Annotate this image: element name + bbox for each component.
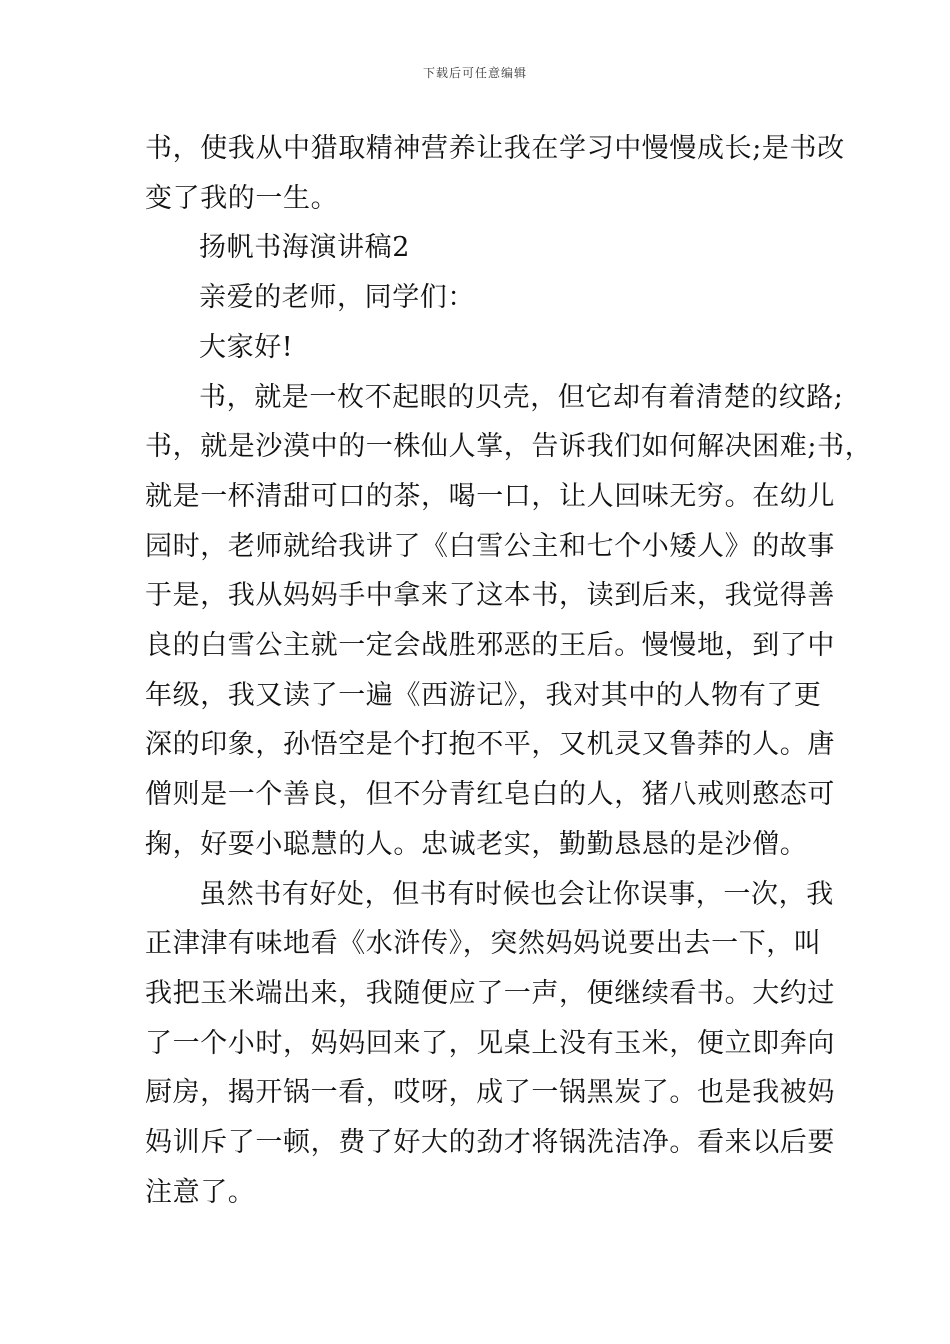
text-line: 年级，我又读了一遍《西游记》，我对其中的人物有了更 bbox=[145, 679, 822, 711]
text-line: 掬，好耍小聪慧的人。忠诚老实，勤勤恳恳的是沙僧。 bbox=[145, 828, 808, 860]
text-line: 妈训斥了一顿，费了好大的劲才将锅洗洁净。看来以后要 bbox=[145, 1127, 835, 1159]
greeting: 大家好! bbox=[199, 331, 294, 363]
text-line: 我把玉米端出来，我随便应了一声，便继续看书。大约过 bbox=[145, 977, 835, 1009]
text-line: 注意了。 bbox=[145, 1176, 256, 1208]
text-line: 于是，我从妈妈手中拿来了这本书，读到后来，我觉得善 bbox=[145, 580, 835, 612]
text-line: 虽然书有好处，但书有时候也会让你误事，一次，我 bbox=[199, 878, 834, 910]
text-line: 僧则是一个善良，但不分青红皂白的人，猪八戒则憨态可 bbox=[145, 779, 835, 811]
text-line: 变了我的一生。 bbox=[145, 182, 339, 214]
text-line: 正津津有味地看《水浒传》，突然妈妈说要出去一下，叫 bbox=[145, 928, 822, 960]
document-body bbox=[145, 124, 873, 1217]
text-line: 厨房，揭开锅一看，哎呀，成了一锅黑炭了。也是我被妈 bbox=[145, 1077, 835, 1109]
text-line: 书，使我从中猎取精神营养让我在学习中慢慢成长;是书改 bbox=[145, 133, 845, 164]
speech-title: 扬帆书海演讲稿2 bbox=[199, 232, 410, 264]
text-line: 园时，老师就给我讲了《白雪公主和七个小矮人》的故事 bbox=[145, 530, 835, 562]
text-line: 深的印象，孙悟空是个打抱不平，又机灵又鲁莽的人。唐 bbox=[145, 729, 835, 761]
text-line: 了一个小时，妈妈回来了，见桌上没有玉米，便立即奔向 bbox=[145, 1027, 835, 1059]
text-line: 就是一杯清甜可口的茶，喝一口，让人回味无穷。在幼儿 bbox=[145, 480, 835, 512]
text-line: 书，就是沙漠中的一株仙人掌，告诉我们如何解决困难;书， bbox=[145, 431, 873, 463]
salutation: 亲爱的老师，同学们： bbox=[199, 282, 475, 314]
text-line: 书，就是一枚不起眼的贝壳，但它却有着清楚的纹路; bbox=[199, 381, 844, 413]
page-header: 下载后可任意编辑 bbox=[422, 66, 527, 80]
text-line: 良的白雪公主就一定会战胜邪恶的王后。慢慢地，到了中 bbox=[145, 630, 835, 662]
